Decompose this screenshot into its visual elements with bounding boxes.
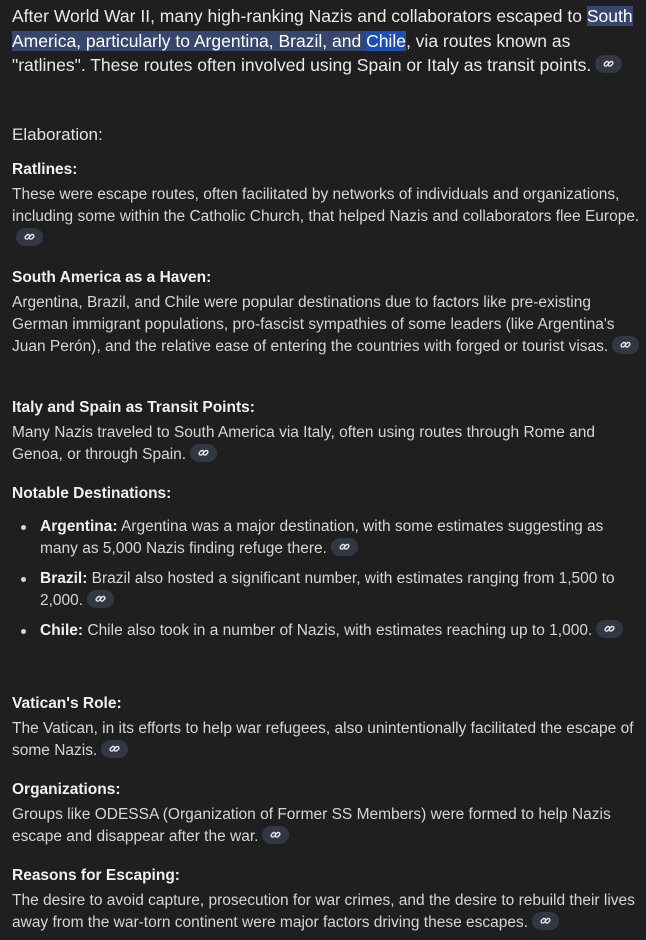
section-vatican [12, 694, 642, 762]
selected-text[interactable]: South America, particularly to Argentina, Brazil, and [12, 6, 633, 51]
list-item [12, 620, 642, 642]
destinations-list [12, 516, 642, 642]
intro-paragraph [12, 4, 642, 78]
section-body-text: These were escape routes, often facilitated by networks of individuals and organizations, including some within the Catholic Church, that helped Nazis and collaborators flee Europe. [12, 186, 640, 225]
section-destinations [12, 484, 642, 642]
list-item [12, 516, 642, 560]
section-ratlines [12, 160, 642, 250]
link-icon [620, 340, 631, 350]
intro-text-after: , via routes known as "ratlines". These routes often involved using Spain or Italy as transit points. [12, 30, 592, 75]
bullet-dot [21, 525, 26, 530]
list-item-label: Brazil: [40, 570, 88, 587]
link-icon [604, 624, 615, 634]
source-link-button[interactable] [595, 55, 622, 73]
list-item-label: Chile: [40, 622, 84, 639]
section-heading: Ratlines: [12, 161, 78, 178]
link-icon [339, 542, 350, 552]
section-body-text: The Vatican, in its efforts to help war refugees, also unintentionally facilitated the escape of some Nazis. [12, 720, 634, 759]
section-reasons [12, 866, 642, 934]
section-body [12, 184, 642, 250]
section-body [12, 718, 642, 762]
selected-text-focus[interactable]: Chile [366, 30, 406, 51]
link-icon [540, 916, 551, 926]
section-organizations [12, 780, 642, 848]
intro-text-before: After World War II, many high-ranking Nazis and collaborators escaped to [12, 6, 587, 26]
list-item-label: Argentina: [40, 518, 118, 535]
link-icon [198, 448, 209, 458]
section-body-text: Argentina, Brazil, and Chile were popular destinations due to factors like pre-existing German immigrant populations, pro-fascist sympathies of some leaders (like Argentina's Juan Perón), and the relative ease of entering the countries with forged or tourist visas. [12, 294, 615, 355]
section-heading: Italy and Spain as Transit Points: [12, 399, 255, 416]
source-link-button[interactable] [596, 620, 623, 638]
section-haven [12, 268, 642, 358]
source-link-button[interactable] [87, 590, 114, 608]
section-heading: Reasons for Escaping: [12, 867, 180, 884]
section-body [12, 804, 642, 848]
link-icon [24, 232, 35, 242]
source-link-button[interactable] [262, 826, 289, 844]
section-heading: South America as a Haven: [12, 269, 212, 286]
list-item-text: Argentina was a major destination, with some estimates suggesting as many as 5,000 Nazis finding refuge there. [40, 518, 604, 557]
bullet-dot [21, 629, 26, 634]
source-link-button[interactable] [532, 912, 559, 930]
section-transit [12, 398, 642, 466]
link-icon [95, 594, 106, 604]
section-heading: Notable Destinations: [12, 485, 172, 502]
section-heading: Organizations: [12, 781, 121, 798]
link-icon [603, 59, 614, 69]
section-body-text: Many Nazis traveled to South America via Italy, often using routes through Rome and Genoa, or through Spain. [12, 424, 595, 463]
list-item-text: Chile also took in a number of Nazis, with estimates reaching up to 1,000. [83, 622, 593, 639]
source-link-button[interactable] [16, 228, 43, 246]
section-body-text: The desire to avoid capture, prosecution for war crimes, and the desire to rebuild their lives away from the war-torn continent were major factors driving these escapes. [12, 892, 635, 931]
link-icon [109, 744, 120, 754]
elaboration-label: Elaboration: [12, 125, 103, 144]
section-heading: Vatican's Role: [12, 695, 122, 712]
section-body [12, 890, 642, 934]
source-link-button[interactable] [190, 444, 217, 462]
section-body [12, 292, 642, 358]
source-link-button[interactable] [101, 740, 128, 758]
section-body [12, 422, 642, 466]
response-content [0, 4, 646, 940]
section-body-text: Groups like ODESSA (Organization of Former SS Members) were formed to help Nazis escape and disappear after the war. [12, 806, 611, 845]
link-icon [270, 830, 281, 840]
bullet-dot [21, 577, 26, 582]
list-item [12, 568, 642, 612]
source-link-button[interactable] [331, 538, 358, 556]
list-item-text: Brazil also hosted a significant number, with estimates ranging from 1,500 to 2,000. [40, 570, 615, 609]
source-link-button[interactable] [612, 336, 639, 354]
